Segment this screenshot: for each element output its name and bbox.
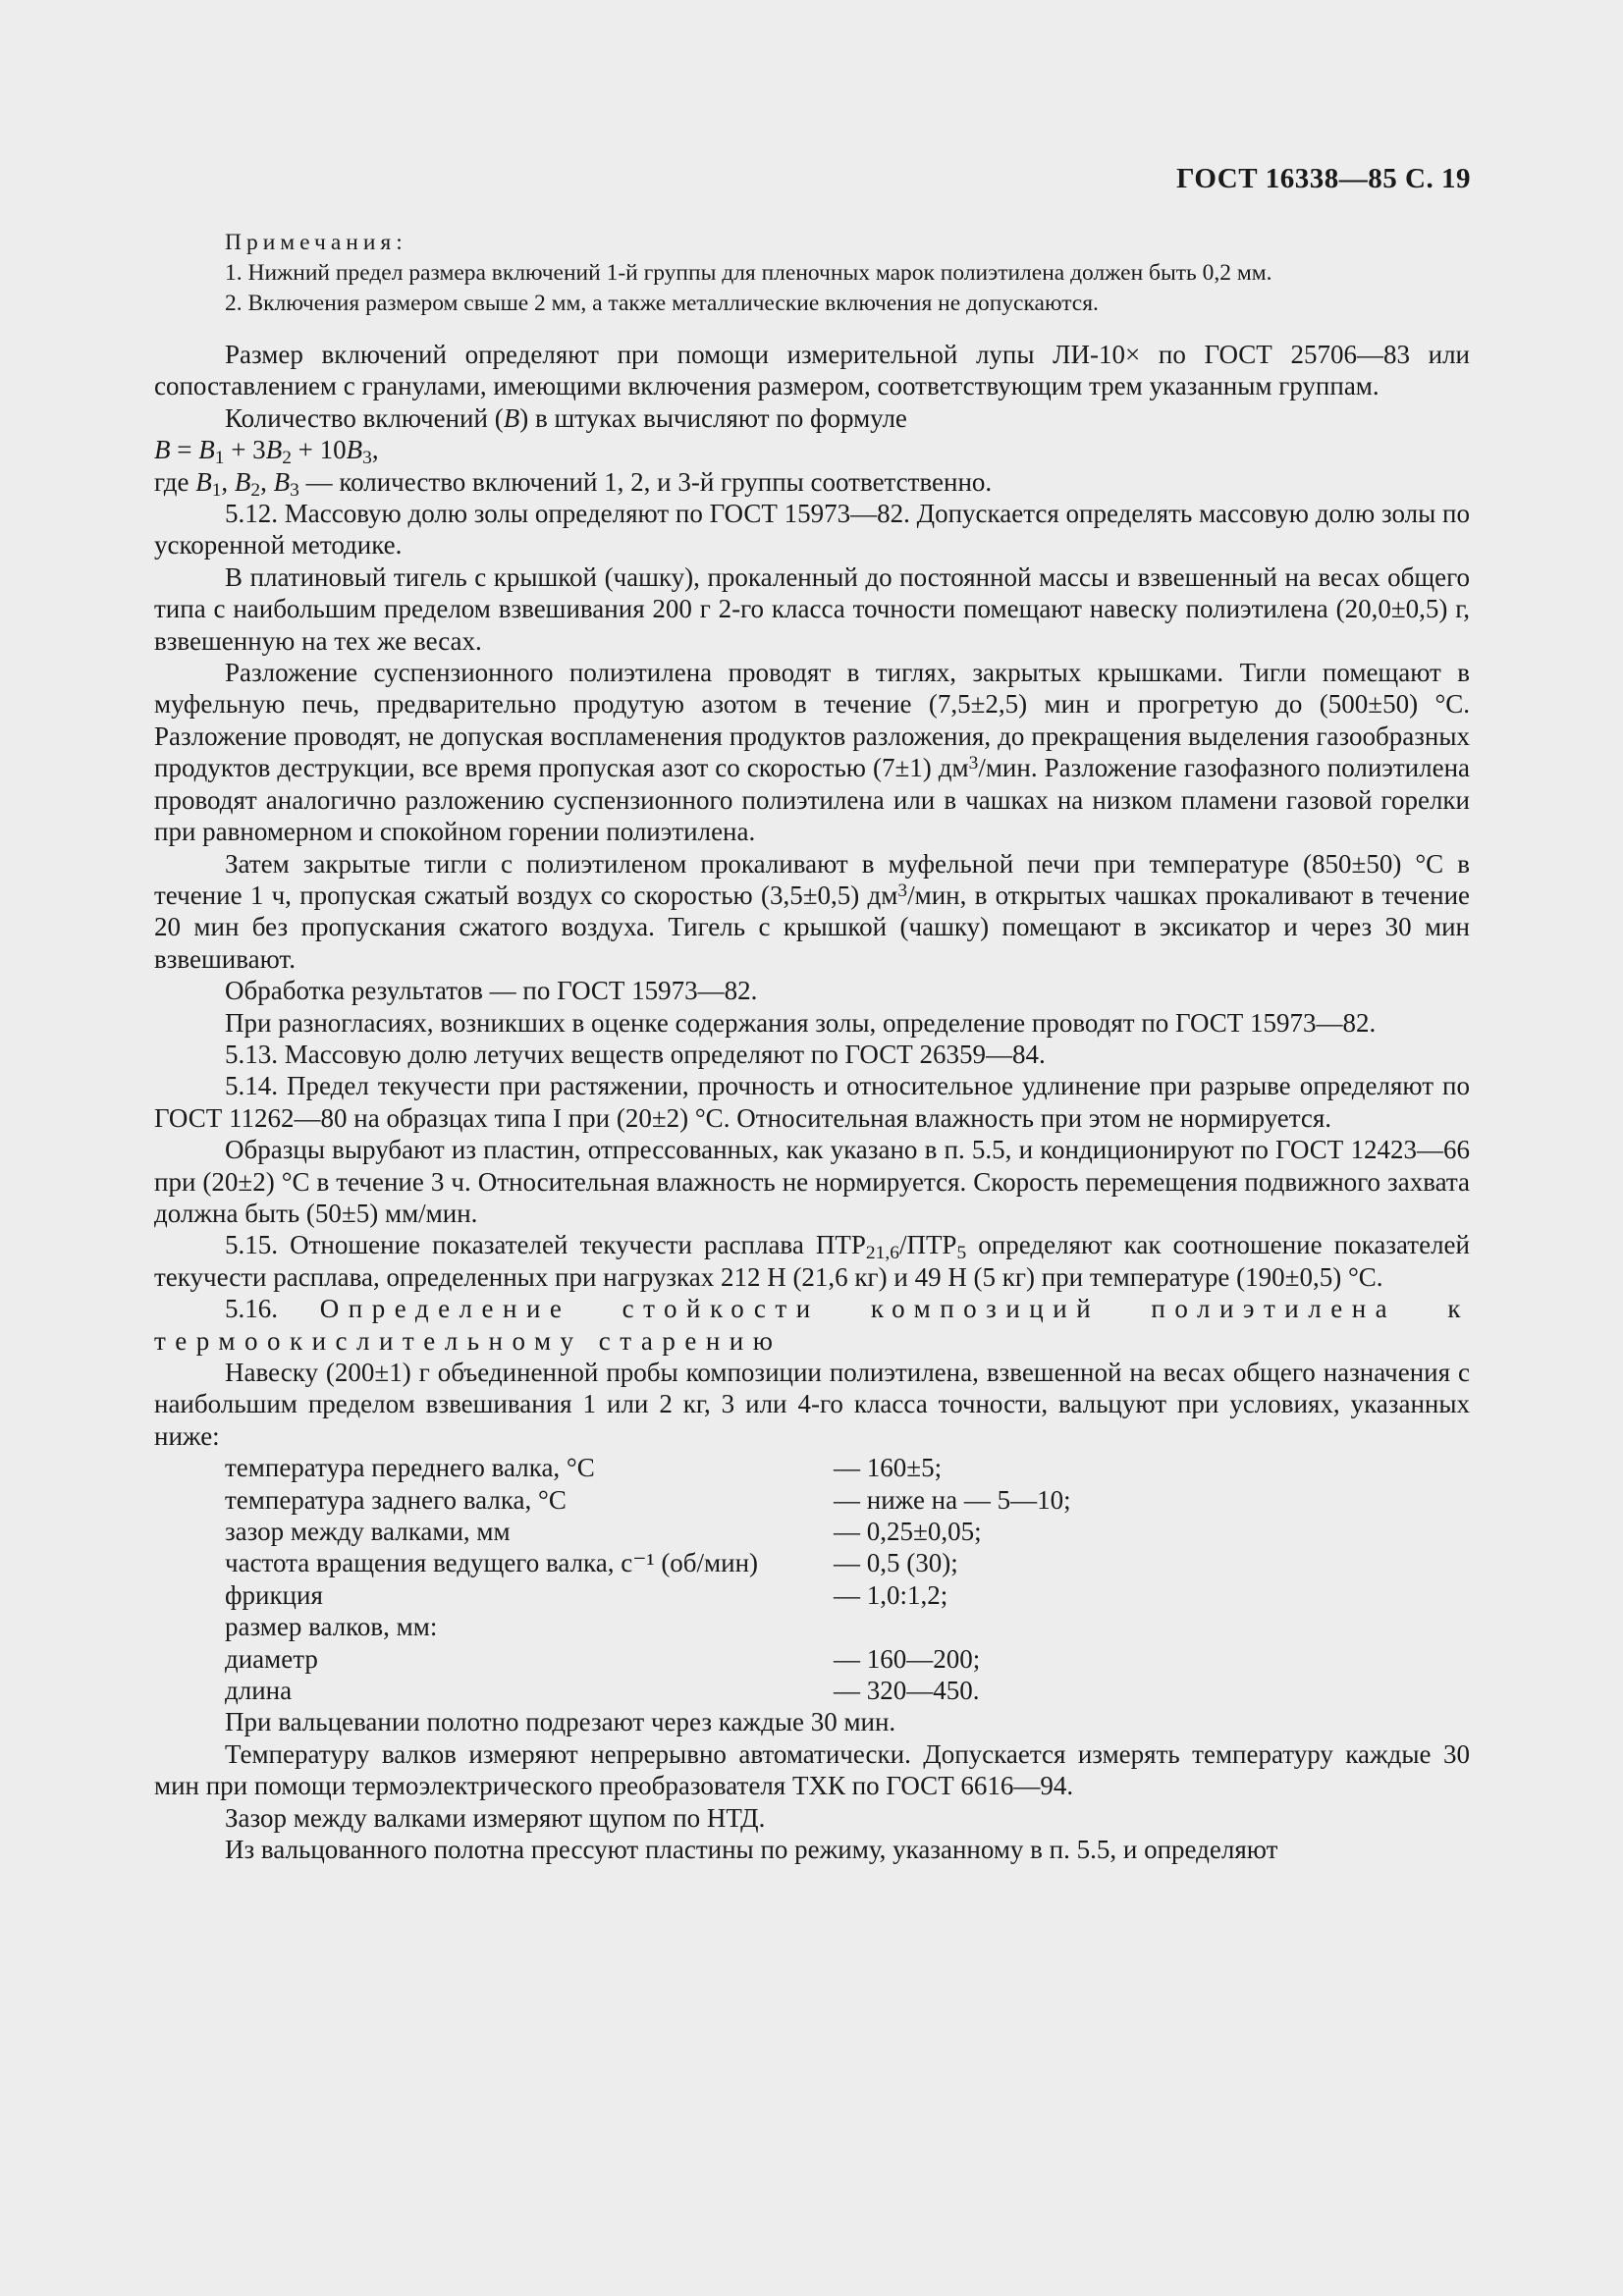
notes-title: Примечания: (225, 230, 407, 255)
document-body (154, 228, 1470, 1865)
section-5-12: 5.12. Массовую долю золы определяют по ГОСТ 15973—82. Допускается определять массовую долю золы по ускоренной методике. (154, 499, 1470, 561)
paragraph: Навеску (200±1) г объединенной пробы композиции полиэтилена, взвешенной на весах общего назначения с наибольшим пределом взвешивания 1 или 2 кг, 3 или 4-го класса точности, вальцуют при условиях, указанных ниже: (154, 1358, 1470, 1451)
paragraph: Затем закрытые тигли с полиэтиленом прокаливают в муфельной печи при температуре (850±50) °С в течение 1 ч, пропуская сжатый воздух со скоростью (3,5±0,5) $дм^3$/мин, в открытых чашках прокаливают в течение 20 мин без пропускания сжатого воздуха. Тигель с крышкой (чашку) помещают в эксикатор и через 30 мин взвешивают. (154, 848, 1470, 974)
paragraph: Обработка результатов — по ГОСТ 15973—82. (225, 976, 758, 1006)
notes-block (154, 228, 1470, 319)
section-5-13: 5.13. Массовую долю летучих веществ определяют по ГОСТ 26359—84. (225, 1039, 1046, 1069)
paragraph: Из вальцованного полотна прессуют пластины по режиму, указанному в п. 5.5, и определяют (225, 1834, 1278, 1864)
param-row: диаметр — 160—200; (225, 1643, 981, 1674)
page-header: ГОСТ 16338—85 С. 19 (1176, 163, 1471, 194)
section-5-14: 5.14. Предел текучести при растяжении, прочность и относительное удлинение при разрыве определяют по ГОСТ 11262—80 на образцах типа I при (20±2) °С. Относительная влажность при этом не нормируется. (154, 1071, 1470, 1133)
paragraph: Количество включений (В) в штуках вычисляют по формуле (225, 402, 907, 433)
note-item: 2. Включения размером свыше 2 мм, а также металлические включения не допускаются. (225, 291, 1099, 316)
paragraph: В платиновый тигель с крышкой (чашку), прокаленный до постоянной массы и взвешенный на весах общего типа с наибольшим пределом взвешивания 200 г 2-го класса точности помещают навеску полиэтилена (20,0±0,5) г, взвешенную на тех же весах. (154, 561, 1470, 656)
paragraph: При вальцевании полотно подрезают через каждые 30 мин. (225, 1707, 896, 1737)
formula: $В = В_1 + 3В_2 + 10В_3$, (154, 435, 379, 469)
param-row: длина — 320—450. (225, 1675, 980, 1705)
param-row: температура заднего валка, °С — ниже на — 5—10; (225, 1484, 1071, 1515)
formula-legend: где $В_1$, $В_2$, $В_3$ — количество включений 1, 2, и 3-й группы соответственно. (154, 466, 993, 501)
paragraph: Зазор между валками измеряют щупом по НТД. (225, 1802, 766, 1833)
paragraph: Образцы вырубают из пластин, отпрессованных, как указано в п. 5.5, и кондиционируют по ГОСТ 12423—66 при (20±2) °С в течение 3 ч. Относительная влажность не нормируется. Скорость перемещения подвижного захвата должна быть (50±5) мм/мин. (154, 1135, 1470, 1228)
param-row: зазор между валками, мм — 0,25±0,05; (225, 1517, 982, 1546)
param-row: температура переднего валка, °С — 160±5; (225, 1453, 943, 1483)
paragraph: Температуру валков измеряют непрерывно автоматически. Допускается измерять температуру каждые 30 мин при помощи термоэлектрического преобразователя ТХК по ГОСТ 6616—94. (154, 1738, 1470, 1801)
param-row: частота вращения ведущего валка, с⁻¹ (об/мин) — 0,5 (30); (225, 1548, 958, 1578)
note-item: 1. Нижний предел размера включений 1-й группы для пленочных марок полиэтилена должен быть 0,2 мм. (225, 260, 1272, 286)
section-5-16-heading: 5.16. Определение стойкости композиций полиэтилена к термоокислительному старению (154, 1294, 1470, 1356)
param-row: фрикция — 1,0:1,2; (225, 1579, 948, 1610)
paragraph: Размер включений определяют при помощи измерительной лупы ЛИ-10× по ГОСТ 25706—83 или сопоставлением с гранулами, имеющими включения размером, соответствующим трем указанным группам. (154, 340, 1470, 401)
paragraph: Разложение суспензионного полиэтилена проводят в тиглях, закрытых крышками. Тигли помещают в муфельную печь, предварительно продутую азотом в течение (7,5±2,5) мин и прогретую до (500±50) °С. Разложение проводят, не допуская воспламенения продуктов разложения, до прекращения выделения газообразных продуктов деструкции, все время пропуская азот со скоростью (7±1) $дм^3$/мин. Разложение газофазного полиэтилена проводят аналогично разложению суспензионного полиэтилена или в чашках на низком пламени газовой горелки при равномерном и спокойном горении полиэтилена. (154, 658, 1471, 847)
section-5-15: 5.15. Отношение показателей текучести расплава $ПТР_{21,6}/ПТР_5$ определяют как соотношение показателей текучести расплава, определенных при нагрузках 212 Н (21,6 кг) и 49 Н (5 кг) при температуре (190±0,5) °С. (154, 1230, 1470, 1292)
param-row: размер валков, мм: (225, 1612, 438, 1642)
paragraph: При разногласиях, возникших в оценке содержания золы, определение проводят по ГОСТ 15973—82. (225, 1007, 1377, 1038)
rolling-parameters-list (154, 1452, 1470, 1706)
